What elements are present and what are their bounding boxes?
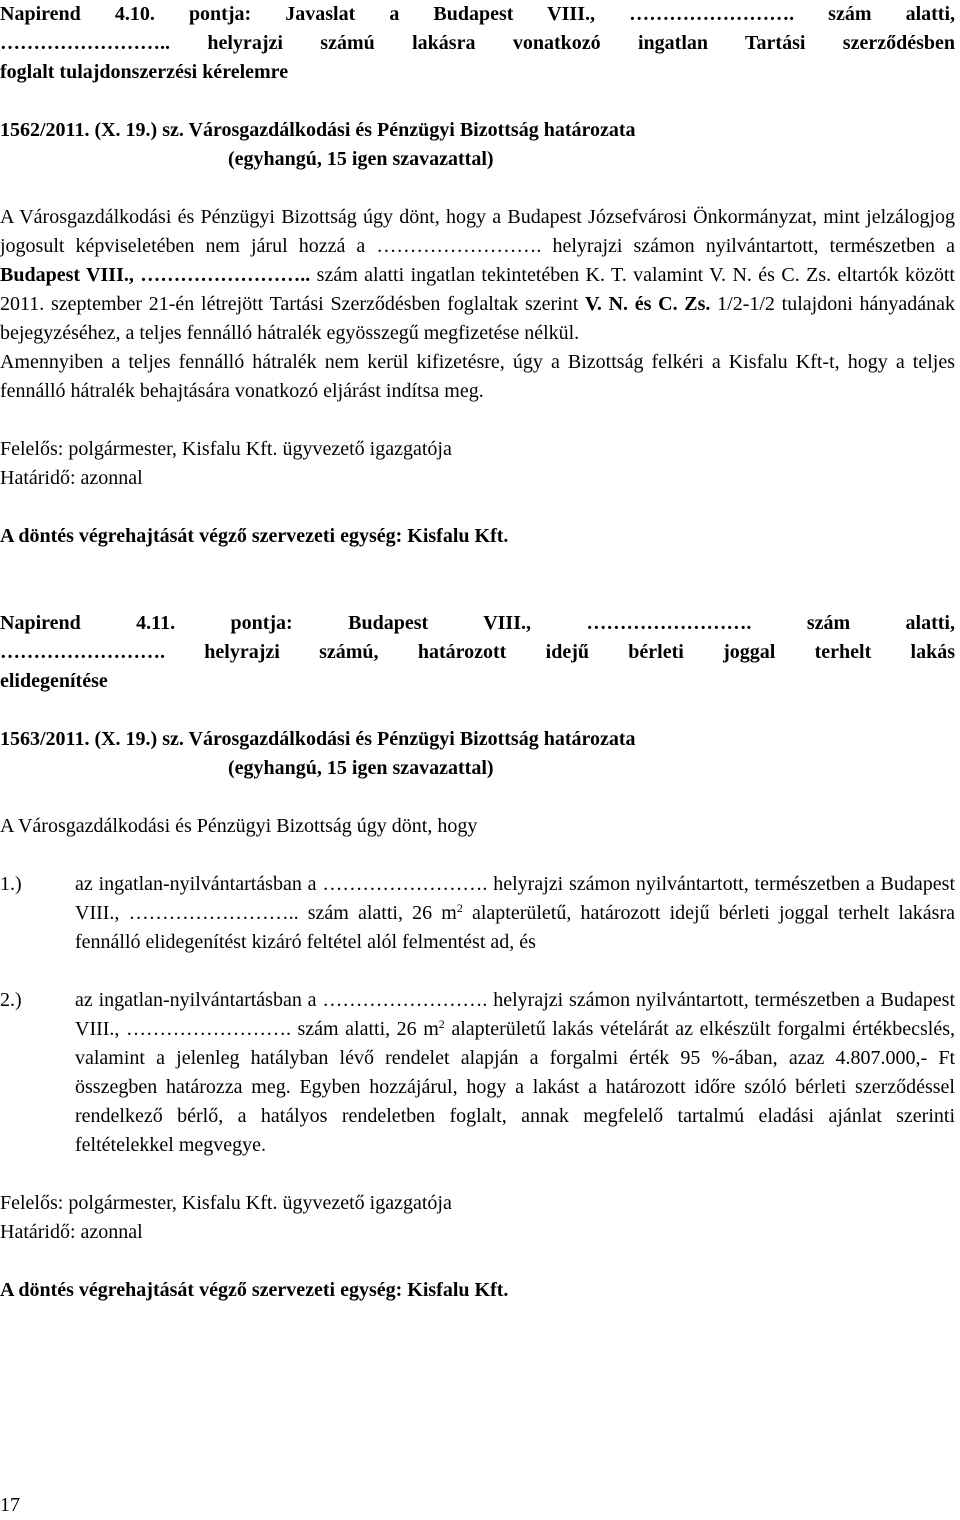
names-bold: V. N. és C. Zs. (584, 293, 711, 315)
resolution-1562-paragraph-2: Amennyiben a teljes fennálló hátralék nem kerül kifizetésre, úgy a Bizottság felkéri a Kisfalu Kft-t, hogy a teljes fennálló hátralék behajtására vonatkozó eljárást indítsa meg. (0, 351, 955, 402)
agenda-heading-4-10-line2: …………………….. helyrajzi számú lakásra vonatkozó ingatlan Tartási szerződésben (0, 32, 955, 54)
paragraph-text: szám alatti ingatlan tekintetében K. T. valamint V. N. és C. Zs. eltartók között 2011. szeptember 21-én létrejött Tartási Szerződésben foglaltak szerint (0, 264, 955, 315)
resolution-1562-paragraph-1 (0, 203, 955, 348)
deadline-1563: Határidő: azonnal (0, 1221, 143, 1243)
resolution-item-2 (0, 986, 955, 1160)
page-number: 17 (0, 1494, 20, 1516)
responsible-1562: Felelős: polgármester, Kisfalu Kft. ügyvezető igazgatója (0, 438, 452, 460)
resolution-number-1562: 1562/2011. (X. 19.) sz. Városgazdálkodási és Pénzügyi Bizottság határozata (0, 119, 636, 141)
address-bold: Budapest VIII., …………………….. (0, 264, 311, 286)
vote-result-1563: (egyhangú, 15 igen szavazattal) (228, 757, 494, 779)
responsible-1563: Felelős: polgármester, Kisfalu Kft. ügyvezető igazgatója (0, 1192, 452, 1214)
agenda-heading-4-11-line2: ……………………. helyrajzi számú, határozott idejű bérleti joggal terhelt lakás (0, 641, 955, 663)
agenda-heading-4-11-line1: Napirend 4.11. pontja: Budapest VIII., ……………………. szám alatti, (0, 612, 955, 634)
agenda-heading-4-10-line1: Napirend 4.10. pontja: Javaslat a Budapest VIII., ……………………. szám alatti, (0, 3, 955, 25)
item-body: az ingatlan-nyilvántartásban a ……………………. helyrajzi számon nyilvántartott, természetben a Budapest VIII., …………………….. szám alatti, 26 $m^2$ alapterületű, határozott idejű bérleti joggal terhelt lakásra fennálló elidegenítést kizáró feltétel alól felmentést ad, és (75, 873, 955, 953)
item-body: az ingatlan-nyilvántartásban a ……………………. helyrajzi számon nyilvántartott, természetben a Budapest VIII., ……………………. szám alatti, 26 $m^2$ alapterületű lakás vételárát az elkészült forgalmi értékbecslés, valamint a jelenleg hatályban lévő rendelet alapján a forgalmi érték 95 %-ában, azaz 4.807.000,- Ft összegben határozza meg. Egyben hozzájárul, hogy a lakást a határozott időre szóló bérleti szerződéssel rendelkező bérlő, a hatályos rendeletben foglalt, annak megfelelő tartalmú eladási ajánlat szerinti feltételekkel megvegye. (75, 989, 955, 1156)
vote-result-1562: (egyhangú, 15 igen szavazattal) (228, 148, 494, 170)
deadline-1562: Határidő: azonnal (0, 467, 143, 489)
resolution-number-1563: 1563/2011. (X. 19.) sz. Városgazdálkodási és Pénzügyi Bizottság határozata (0, 728, 636, 750)
paragraph-text: A Városgazdálkodási és Pénzügyi Bizottság úgy dönt, hogy a Budapest Józsefvárosi Önkormányzat, mint jelzálogjog jogosult képviseletében nem járul hozzá a ……………………. helyrajzi számon nyilvántartott, természetben a (0, 206, 955, 257)
resolution-item-1 (0, 870, 955, 957)
item-number: 1.) (0, 873, 22, 895)
superscript: 2 (438, 1017, 445, 1031)
resolution-1563-intro: A Városgazdálkodási és Pénzügyi Bizottság úgy dönt, hogy (0, 815, 478, 837)
superscript: 2 (456, 901, 463, 915)
agenda-heading-4-11-line3: elidegenítése (0, 670, 108, 692)
paragraph-text: 1/2-1/2 tulajdoni hányadának bejegyzéséhez, a teljes fennálló hátralék egyösszegű megfizetése nélkül. (0, 293, 956, 344)
executor-1562: A döntés végrehajtását végző szervezeti egység: Kisfalu Kft. (0, 525, 509, 547)
item-number: 2.) (0, 989, 22, 1011)
executor-1563: A döntés végrehajtását végző szervezeti egység: Kisfalu Kft. (0, 1279, 509, 1301)
agenda-heading-4-10-line3: foglalt tulajdonszerzési kérelemre (0, 61, 289, 83)
